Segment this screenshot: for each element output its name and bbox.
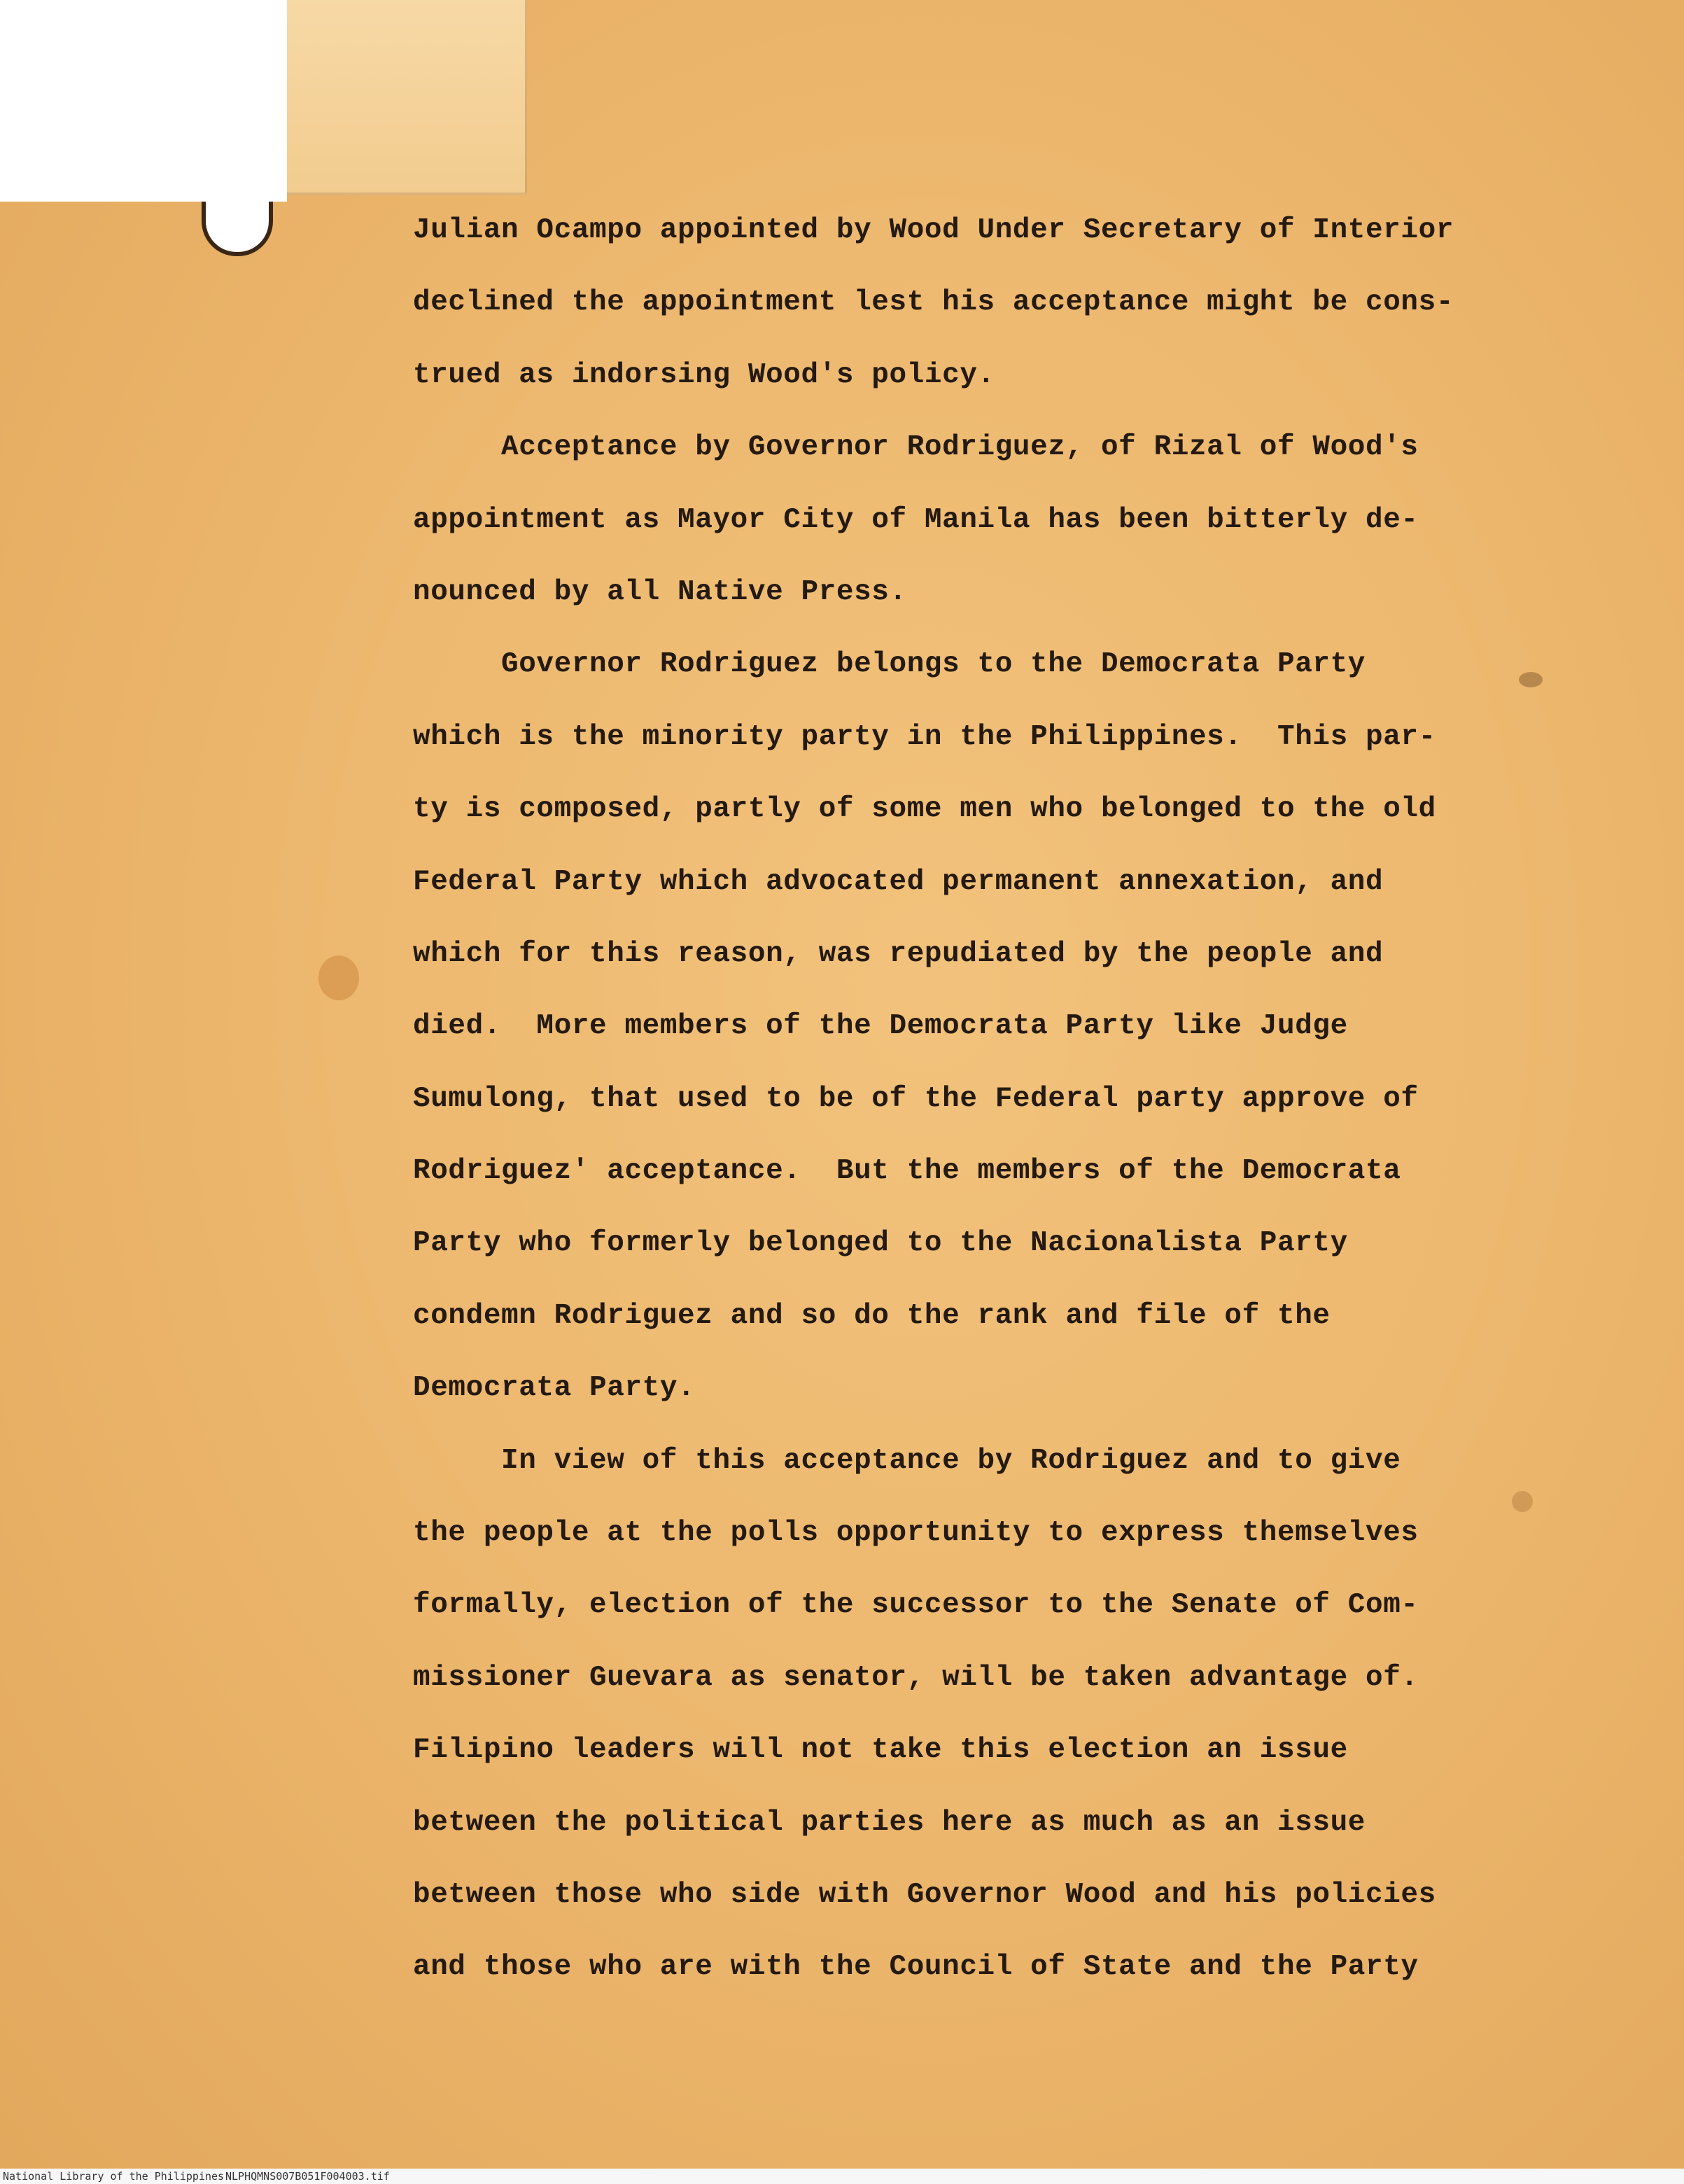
text-line: and those who are with the Council of State and the Party: [413, 1951, 1419, 1984]
text-line: missioner Guevara as senator, will be taken advantage of.: [413, 1661, 1419, 1694]
text-line: appointment as Mayor City of Manila has been bitterly de-: [413, 503, 1419, 536]
text-line: which for this reason, was repudiated by the people and: [413, 937, 1384, 970]
text-line: Acceptance by Governor Rodriguez, of Rizal of Wood's: [413, 431, 1419, 464]
punch-hole: [202, 202, 273, 256]
scan-footer: [0, 2169, 1684, 2184]
text-line: Rodriguez' acceptance. But the members of the Democrata: [413, 1155, 1401, 1188]
text-line: Democrata Party.: [413, 1372, 696, 1405]
text-line: trued as indorsing Wood's policy.: [413, 358, 995, 391]
paper-stain: [1512, 1491, 1533, 1512]
text-line: declined the appointment lest his acceptance might be cons-: [413, 286, 1454, 319]
text-line: died. More members of the Democrata Party like Judge: [413, 1010, 1348, 1043]
text-line: between those who side with Governor Wood and his policies: [413, 1878, 1436, 1911]
text-line: Governor Rodriguez belongs to the Democrata Party: [413, 648, 1366, 681]
text-line: which is the minority party in the Philippines. This par-: [413, 720, 1436, 753]
text-line: In view of this acceptance by Rodriguez and to give: [413, 1444, 1401, 1477]
attached-sheet-edge: [287, 0, 527, 195]
text-line: Party who formerly belonged to the Nacionalista Party: [413, 1227, 1348, 1260]
file-name: NLPHQMNS007B051F004003.tif: [225, 2170, 390, 2183]
library-credit: National Library of the Philippines: [3, 2170, 225, 2183]
text-line: nounced by all Native Press.: [413, 575, 907, 608]
text-line: Federal Party which advocated permanent annexation, and: [413, 865, 1384, 898]
text-line: the people at the polls opportunity to express themselves: [413, 1517, 1419, 1550]
text-line: condemn Rodriguez and so do the rank and file of the: [413, 1299, 1331, 1332]
text-line: formally, election of the successor to the Senate of Com-: [413, 1589, 1419, 1622]
text-line: ty is composed, partly of some men who belonged to the old: [413, 793, 1436, 826]
scan-margin: [0, 0, 287, 202]
text-line: Filipino leaders will not take this election an issue: [413, 1734, 1348, 1767]
text-line: Julian Ocampo appointed by Wood Under Secretary of Interior: [413, 214, 1454, 246]
text-line: between the political parties here as much as an issue: [413, 1806, 1366, 1839]
typewritten-body: [413, 195, 1505, 2004]
paper-stain: [318, 955, 359, 1000]
text-line: Sumulong, that used to be of the Federal party approve of: [413, 1082, 1419, 1115]
paper-stain: [1519, 672, 1543, 687]
